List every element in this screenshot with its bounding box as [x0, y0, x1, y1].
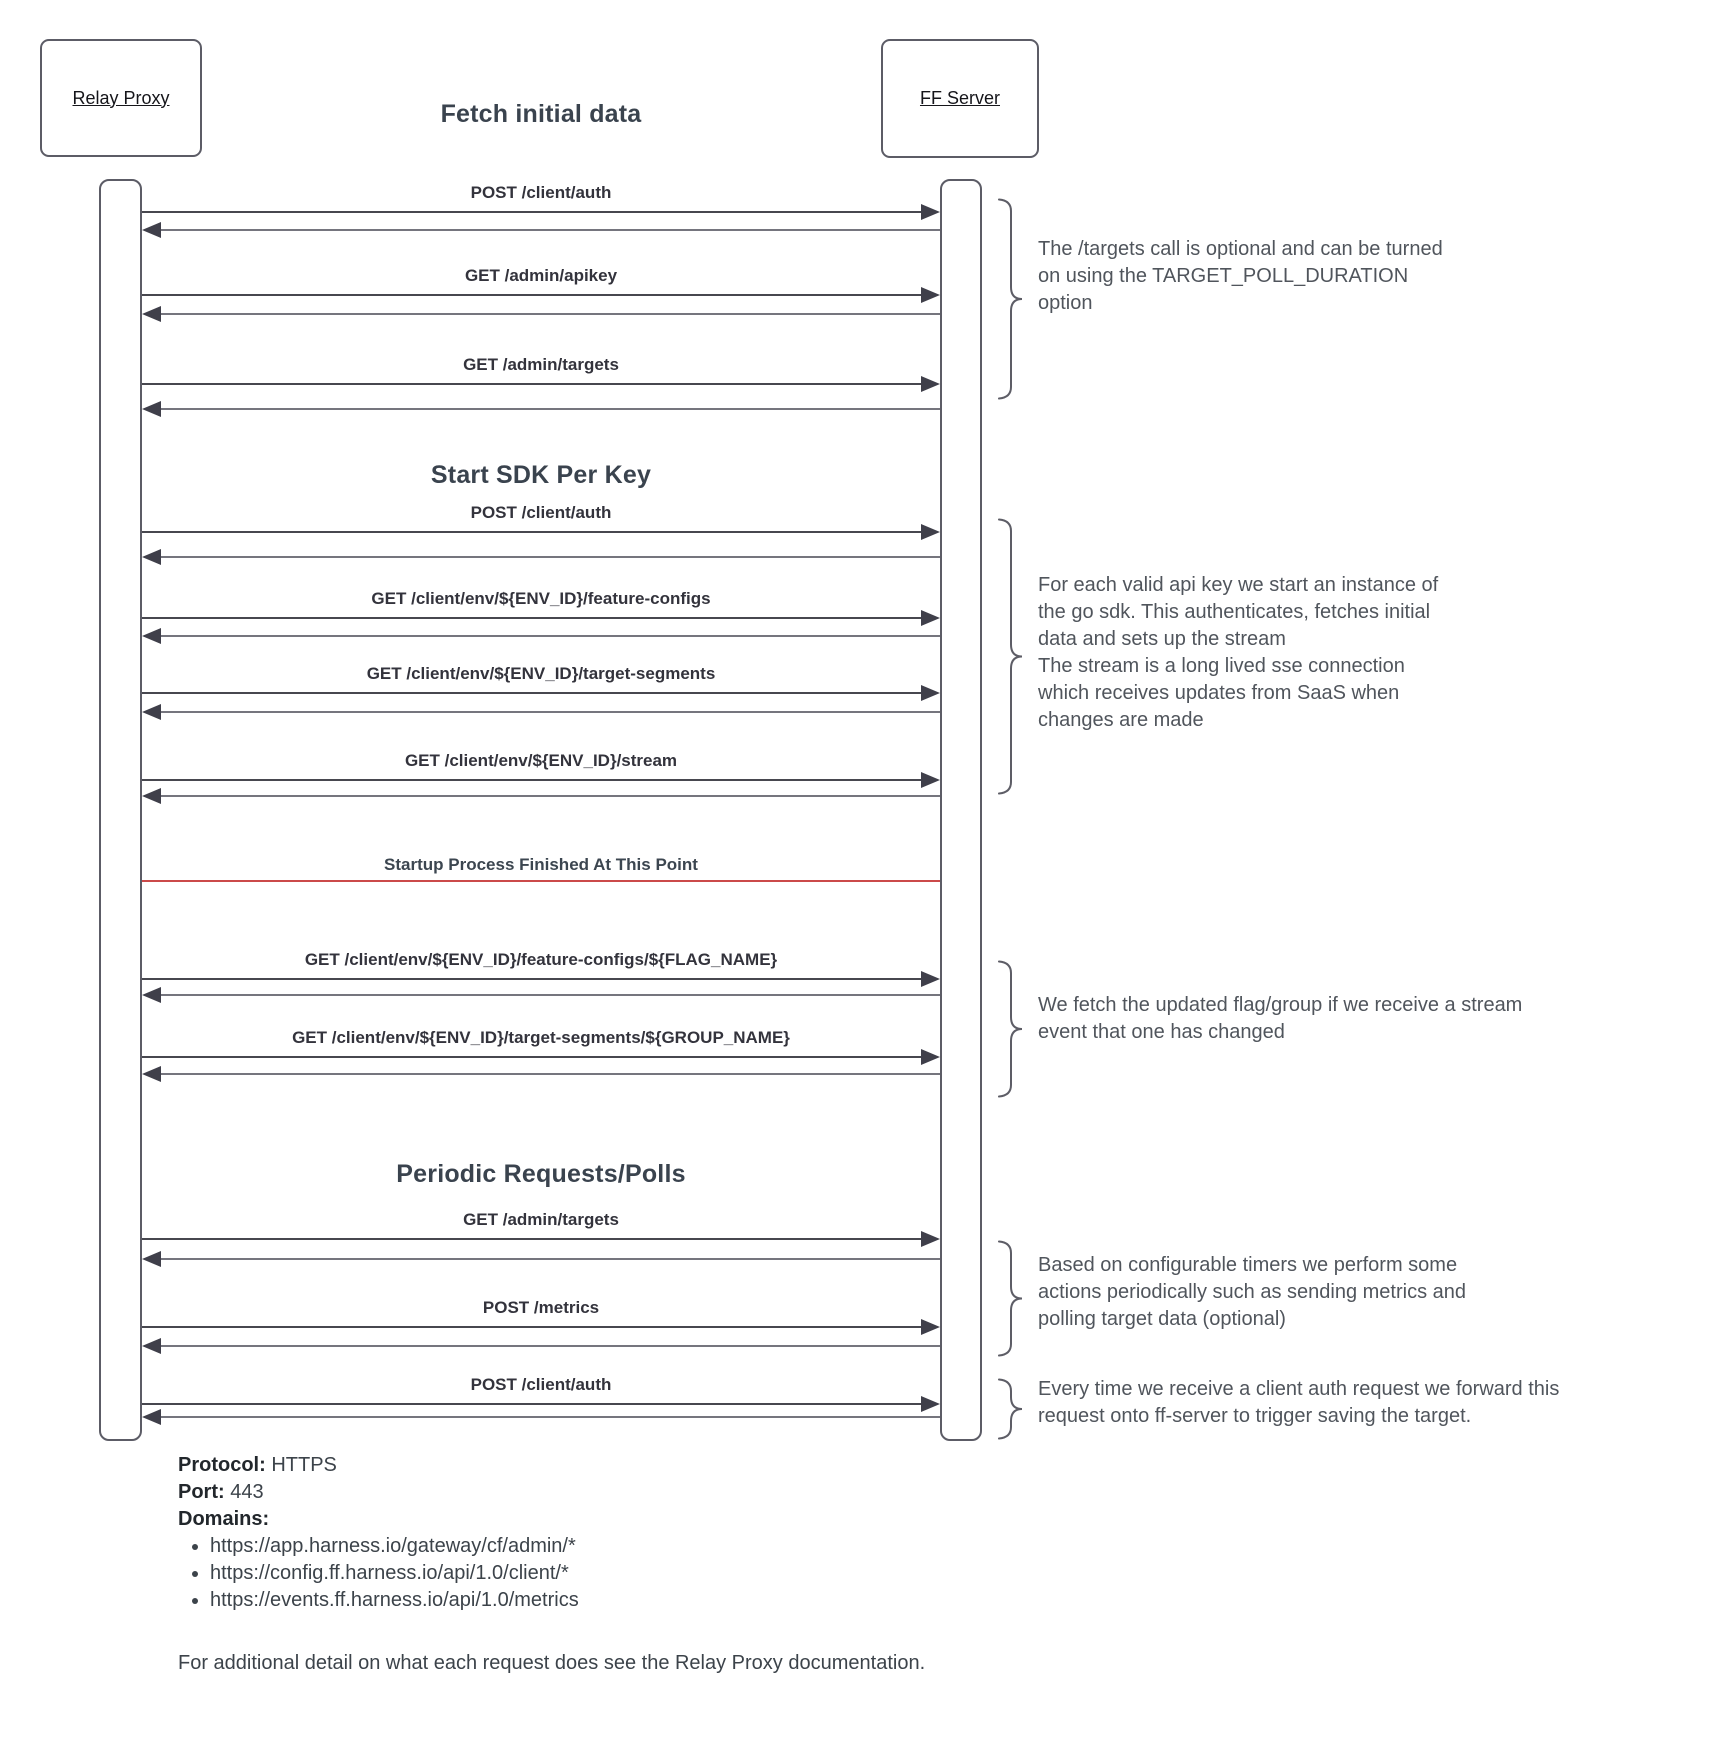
annotation-text — [1038, 572, 1438, 734]
annotation-line: data and sets up the stream — [1038, 628, 1286, 650]
annotation-line: changes are made — [1038, 709, 1204, 731]
section-title: Start SDK Per Key — [430, 461, 652, 489]
response-arrow — [159, 635, 940, 637]
response-arrow — [159, 1416, 940, 1418]
domain-item: • https://events.ff.harness.io/api/1.0/metrics — [210, 1587, 579, 1614]
message-label: GET /admin/targets — [463, 355, 619, 374]
protocol-value: HTTPS — [265, 1454, 337, 1476]
message-label: GET /client/env/${ENV_ID}/stream — [404, 751, 678, 770]
annotation-brace — [996, 1378, 1024, 1445]
request-arrowhead-icon — [921, 1231, 940, 1247]
domains-label: Domains: — [178, 1508, 270, 1530]
domain-item: • https://config.ff.harness.io/api/1.0/client/* — [210, 1560, 579, 1587]
request-arrowhead-icon — [921, 524, 940, 540]
port-label: Port: — [178, 1481, 225, 1503]
actor-label-ff-server: FF Server — [919, 88, 1000, 108]
response-arrowhead-icon — [142, 401, 161, 417]
request-arrowhead-icon — [921, 772, 940, 788]
annotation-line: which receives updates from SaaS when — [1038, 682, 1400, 704]
annotation-brace — [996, 960, 1024, 1103]
response-arrow — [159, 994, 940, 996]
actor-box-relay-proxy — [40, 39, 202, 157]
response-arrow — [159, 1258, 940, 1260]
response-arrow — [159, 711, 940, 713]
annotation-line: For each valid api key we start an instance of — [1038, 574, 1439, 596]
annotation-brace — [996, 1240, 1024, 1362]
response-arrow — [159, 229, 940, 231]
annotation-line: the go sdk. This authenticates, fetches initial — [1038, 601, 1431, 623]
request-arrow — [142, 1238, 923, 1240]
connection-info — [178, 1452, 579, 1614]
annotation-line: option — [1038, 292, 1093, 314]
request-arrow — [142, 531, 923, 533]
request-arrow — [142, 978, 923, 980]
domain-list — [178, 1533, 579, 1614]
annotation-line: Based on configurable timers we perform some — [1038, 1254, 1458, 1276]
request-arrow — [142, 1326, 923, 1328]
startup-divider-label: Startup Process Finished At This Point — [384, 855, 698, 874]
actor-label-relay-proxy: Relay Proxy — [72, 87, 170, 108]
response-arrowhead-icon — [142, 1066, 161, 1082]
request-arrowhead-icon — [921, 287, 940, 303]
request-arrow — [142, 617, 923, 619]
activation-bar-relay-proxy — [99, 179, 142, 1441]
message-label: POST /client/auth — [470, 503, 612, 522]
response-arrowhead-icon — [142, 628, 161, 644]
request-arrowhead-icon — [921, 1396, 940, 1412]
actor-box-ff-server — [881, 39, 1039, 158]
message-label: GET /admin/targets — [463, 1210, 619, 1229]
domains-row — [178, 1506, 579, 1533]
request-arrowhead-icon — [921, 1319, 940, 1335]
annotation-brace-icon — [996, 1240, 1024, 1357]
message-label: GET /client/env/${ENV_ID}/feature-configs/${FLAG_NAME} — [304, 950, 778, 969]
request-arrowhead-icon — [921, 971, 940, 987]
annotation-brace-icon — [996, 1378, 1024, 1440]
annotation-brace — [996, 518, 1024, 800]
startup-divider-line — [142, 880, 940, 882]
annotation-line: event that one has changed — [1038, 1021, 1285, 1043]
message-label: POST /metrics — [482, 1298, 600, 1317]
annotation-line: The /targets call is optional and can be turned — [1038, 238, 1443, 260]
response-arrowhead-icon — [142, 1338, 161, 1354]
protocol-row — [178, 1452, 579, 1479]
response-arrowhead-icon — [142, 306, 161, 322]
request-arrow — [142, 1403, 923, 1405]
request-arrow — [142, 1056, 923, 1058]
response-arrowhead-icon — [142, 549, 161, 565]
response-arrow — [159, 556, 940, 558]
annotation-line: We fetch the updated flag/group if we receive a stream — [1038, 994, 1523, 1016]
response-arrowhead-icon — [142, 1251, 161, 1267]
message-label: GET /client/env/${ENV_ID}/feature-configs — [371, 589, 711, 608]
message-label: GET /client/env/${ENV_ID}/target-segments — [366, 664, 716, 683]
annotation-line: Every time we receive a client auth request we forward this — [1038, 1378, 1560, 1400]
response-arrowhead-icon — [142, 987, 161, 1003]
port-row — [178, 1479, 579, 1506]
port-value: 443 — [224, 1481, 264, 1503]
request-arrowhead-icon — [921, 204, 940, 220]
annotation-line: on using the TARGET_POLL_DURATION — [1038, 265, 1409, 287]
annotation-brace-icon — [996, 198, 1024, 400]
message-label: GET /client/env/${ENV_ID}/target-segments/${GROUP_NAME} — [292, 1028, 790, 1047]
response-arrowhead-icon — [142, 1409, 161, 1425]
request-arrowhead-icon — [921, 610, 940, 626]
annotation-text — [1038, 992, 1522, 1046]
response-arrow — [159, 313, 940, 315]
request-arrowhead-icon — [921, 1049, 940, 1065]
footer-note: For additional detail on what each request does see the Relay Proxy documentation. — [178, 1652, 926, 1674]
request-arrow — [142, 294, 923, 296]
response-arrow — [159, 408, 940, 410]
request-arrowhead-icon — [921, 376, 940, 392]
request-arrow — [142, 211, 923, 213]
activation-bar-ff-server — [940, 179, 982, 1441]
response-arrowhead-icon — [142, 704, 161, 720]
section-title: Periodic Requests/Polls — [396, 1160, 686, 1188]
response-arrow — [159, 1345, 940, 1347]
domain-item: • https://app.harness.io/gateway/cf/admin/* — [210, 1533, 579, 1560]
request-arrow — [142, 779, 923, 781]
request-arrowhead-icon — [921, 685, 940, 701]
annotation-brace — [996, 198, 1024, 405]
annotation-brace-icon — [996, 518, 1024, 795]
request-arrow — [142, 383, 923, 385]
response-arrowhead-icon — [142, 222, 161, 238]
annotation-line: actions periodically such as sending metrics and — [1038, 1281, 1466, 1303]
message-label: POST /client/auth — [470, 1375, 612, 1394]
message-label: GET /admin/apikey — [464, 266, 618, 285]
protocol-label: Protocol: — [178, 1454, 266, 1476]
annotation-line: The stream is a long lived sse connection — [1038, 655, 1405, 677]
response-arrow — [159, 795, 940, 797]
request-arrow — [142, 692, 923, 694]
annotation-text — [1038, 1252, 1466, 1333]
section-title: Fetch initial data — [440, 100, 642, 128]
annotation-text — [1038, 1376, 1559, 1430]
response-arrowhead-icon — [142, 788, 161, 804]
annotation-text — [1038, 236, 1443, 317]
annotation-line: request onto ff-server to trigger saving the target. — [1038, 1405, 1472, 1427]
annotation-brace-icon — [996, 960, 1024, 1098]
response-arrow — [159, 1073, 940, 1075]
annotation-line: polling target data (optional) — [1038, 1308, 1286, 1330]
message-label: POST /client/auth — [470, 183, 612, 202]
